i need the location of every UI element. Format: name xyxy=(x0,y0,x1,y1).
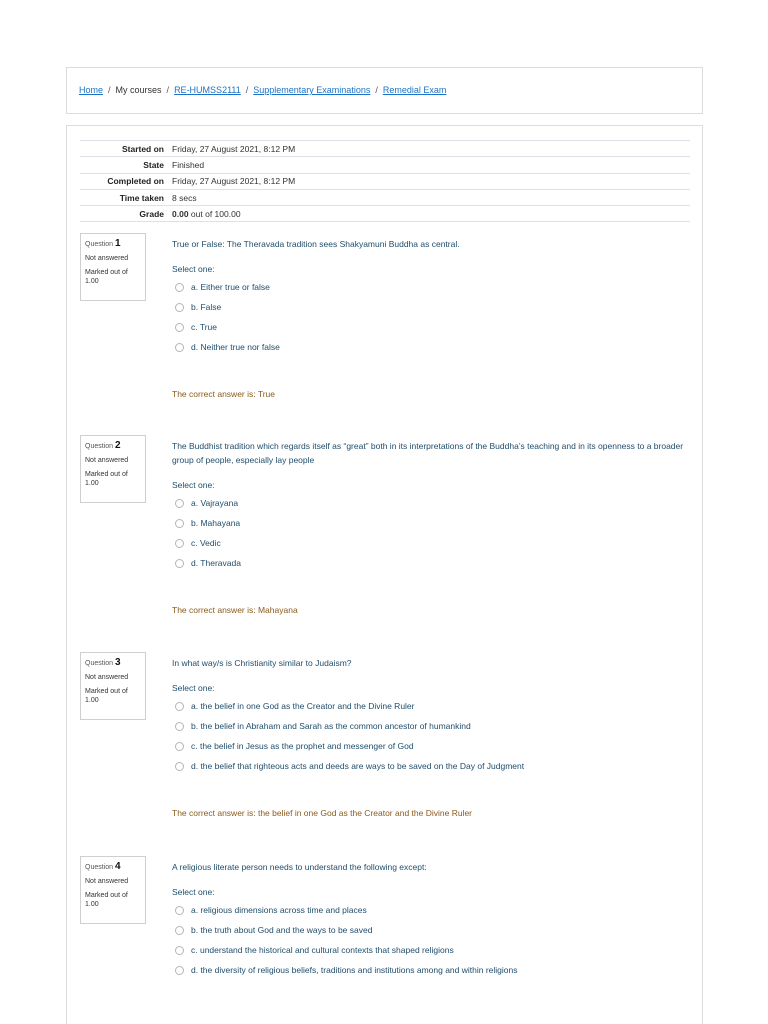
question-text: The Buddhist tradition which regards itself as “great” both in its interpretations of the Buddha’s teaching and in its openness to a broader group of people, especially lay people xyxy=(172,441,684,465)
grade-value-cell xyxy=(169,206,690,222)
answer-option-d[interactable] xyxy=(172,337,687,357)
answer-label: d. the belief that righteous acts and deeds are ways to be saved on the Day of Judgment xyxy=(191,761,525,771)
time-taken-label: Time taken xyxy=(119,192,164,203)
answer-options xyxy=(172,696,687,776)
answer-label: b. False xyxy=(191,302,222,312)
answer-option-b[interactable] xyxy=(172,297,687,317)
radio-button[interactable] xyxy=(175,742,184,751)
answer-label: d. the diversity of religious beliefs, traditions and institutions among and within religions xyxy=(191,965,518,975)
breadcrumb-home-link[interactable]: Home xyxy=(79,85,104,95)
breadcrumb-my-courses: My courses xyxy=(115,85,162,95)
question-state: Not answered xyxy=(85,877,129,885)
grade-label: Grade xyxy=(139,208,164,219)
answer-label: c. understand the historical and cultural contexts that shaped religions xyxy=(191,945,454,955)
breadcrumb-course-link[interactable]: RE-HUMSS2111 xyxy=(174,85,241,95)
answer-label: a. religious dimensions across time and places xyxy=(191,905,367,915)
answer-label: c. Vedic xyxy=(191,538,221,548)
radio-button[interactable] xyxy=(175,499,184,508)
answer-option-c[interactable] xyxy=(172,940,687,960)
question-label: Question xyxy=(85,864,114,871)
answer-option-c[interactable] xyxy=(172,317,687,337)
breadcrumb-section-link[interactable]: Supplementary Examinations xyxy=(253,85,371,95)
radio-button[interactable] xyxy=(175,539,184,548)
question-text: True or False: The Theravada tradition sees Shakyamuni Buddha as central. xyxy=(172,239,460,249)
quiz-review-container xyxy=(66,125,703,1024)
state-value: Finished xyxy=(172,159,205,170)
question-state: Not answered xyxy=(85,673,129,681)
question-number: 2 xyxy=(114,440,121,451)
question-content xyxy=(172,435,687,615)
summary-row-time-taken xyxy=(80,189,690,205)
answer-label: a. Vajrayana xyxy=(191,498,239,508)
correct-answer-feedback: The correct answer is: Mahayana xyxy=(172,605,298,615)
completed-on-label: Completed on xyxy=(107,176,164,187)
grade-suffix: out of 100.00 xyxy=(190,208,241,219)
answer-label: d. Neither true nor false xyxy=(191,342,280,352)
question-text: A religious literate person needs to understand the following except: xyxy=(172,862,427,872)
radio-button[interactable] xyxy=(175,966,184,975)
question-state: Not answered xyxy=(85,456,129,464)
answer-label: b. the belief in Abraham and Sarah as the common ancestor of humankind xyxy=(191,721,471,731)
grade-value: 0.00 xyxy=(172,208,189,219)
answer-label: b. the truth about God and the ways to be saved xyxy=(191,925,373,935)
time-taken-value: 8 secs xyxy=(172,192,197,203)
breadcrumb-separator: / xyxy=(245,85,249,95)
breadcrumb-separator: / xyxy=(375,85,378,95)
summary-row-completed-on xyxy=(80,173,690,189)
answer-label: b. Mahayana xyxy=(191,518,241,528)
question-info xyxy=(80,233,146,301)
answer-option-d[interactable] xyxy=(172,756,687,776)
question-info xyxy=(80,856,146,924)
breadcrumb-container xyxy=(66,67,703,114)
question-content xyxy=(172,652,687,818)
answer-option-d[interactable] xyxy=(172,960,687,980)
radio-button[interactable] xyxy=(175,559,184,568)
completed-on-value: Friday, 27 August 2021, 8:12 PM xyxy=(172,176,296,187)
attempt-summary-table xyxy=(80,140,690,222)
radio-button[interactable] xyxy=(175,906,184,915)
radio-button[interactable] xyxy=(175,303,184,312)
answer-option-b[interactable] xyxy=(172,920,687,940)
answer-option-a[interactable] xyxy=(172,277,687,297)
breadcrumb-separator: / xyxy=(166,85,170,95)
breadcrumb xyxy=(79,85,446,95)
select-one-prompt: Select one: xyxy=(172,683,215,693)
question-mark: Marked out of 1.00 xyxy=(85,269,128,285)
answer-option-a[interactable] xyxy=(172,696,687,716)
answer-option-b[interactable] xyxy=(172,513,687,533)
summary-row-started-on xyxy=(80,141,690,157)
answer-label: d. Theravada xyxy=(191,558,241,568)
answer-option-c[interactable] xyxy=(172,533,687,553)
question-number: 1 xyxy=(114,238,121,249)
answer-label: a. Either true or false xyxy=(191,282,270,292)
answer-option-c[interactable] xyxy=(172,736,687,756)
breadcrumb-quiz-link[interactable]: Remedial Exam xyxy=(382,85,447,95)
answer-label: c. the belief in Jesus as the prophet and messenger of God xyxy=(191,741,414,751)
question-label: Question xyxy=(85,660,114,667)
answer-label: a. the belief in one God as the Creator and the Divine Ruler xyxy=(191,701,415,711)
question-text: In what way/s is Christianity similar to Judaism? xyxy=(172,658,352,668)
answer-options xyxy=(172,900,687,980)
answer-label: c. True xyxy=(191,322,217,332)
breadcrumb-separator: / xyxy=(108,85,111,95)
radio-button[interactable] xyxy=(175,519,184,528)
radio-button[interactable] xyxy=(175,343,184,352)
answer-option-a[interactable] xyxy=(172,900,687,920)
question-content xyxy=(172,233,687,399)
select-one-prompt: Select one: xyxy=(172,480,215,490)
select-one-prompt: Select one: xyxy=(172,887,215,897)
radio-button[interactable] xyxy=(175,702,184,711)
select-one-prompt: Select one: xyxy=(172,264,215,274)
radio-button[interactable] xyxy=(175,946,184,955)
answer-options xyxy=(172,277,687,357)
radio-button[interactable] xyxy=(175,762,184,771)
correct-answer-feedback: The correct answer is: the belief in one God as the Creator and the Divine Ruler xyxy=(172,808,473,818)
started-on-label: Started on xyxy=(121,143,164,154)
started-on-value: Friday, 27 August 2021, 8:12 PM xyxy=(172,143,296,154)
question-number: 4 xyxy=(114,861,121,872)
question-state: Not answered xyxy=(85,254,129,262)
question-mark: Marked out of 1.00 xyxy=(85,892,128,908)
radio-button[interactable] xyxy=(175,283,184,292)
question-info xyxy=(80,652,146,720)
summary-row-state xyxy=(80,157,690,173)
answer-option-b[interactable] xyxy=(172,716,687,736)
question-mark: Marked out of 1.00 xyxy=(85,688,128,704)
radio-button[interactable] xyxy=(175,722,184,731)
question-info xyxy=(80,435,146,503)
question-label: Question xyxy=(85,443,114,450)
question-mark: Marked out of 1.00 xyxy=(85,471,128,487)
state-label: State xyxy=(143,159,164,170)
answer-option-a[interactable] xyxy=(172,493,687,513)
answer-option-d[interactable] xyxy=(172,553,687,573)
question-number: 3 xyxy=(114,657,121,668)
summary-row-grade xyxy=(80,206,690,222)
correct-answer-feedback: The correct answer is: True xyxy=(172,389,275,399)
question-label: Question xyxy=(85,241,114,248)
question-content xyxy=(172,856,687,980)
radio-button[interactable] xyxy=(175,323,184,332)
answer-options xyxy=(172,493,687,573)
radio-button[interactable] xyxy=(175,926,184,935)
